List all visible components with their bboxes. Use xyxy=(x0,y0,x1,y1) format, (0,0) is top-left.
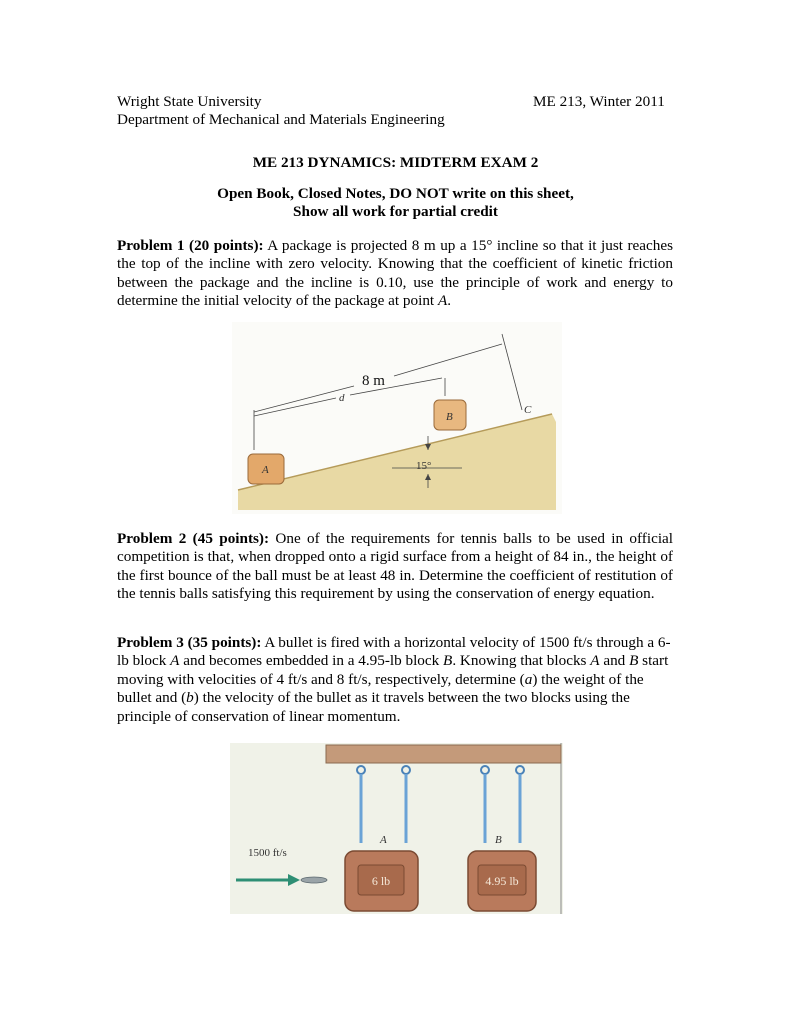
problem-3-block-b: B xyxy=(443,652,453,670)
problem-3 xyxy=(117,634,673,726)
problem-1-end: . xyxy=(447,292,452,310)
dimension-d-label: d xyxy=(339,392,345,404)
point-c-label: C xyxy=(524,404,532,416)
problem-3-text-5: start moving with velocities of 4 ft/s and 8 ft/s, respectively, determine ( xyxy=(117,652,669,688)
velocity-label: 1500 ft/s xyxy=(248,847,287,859)
department-name: Department of Mechanical and Materials Engineering xyxy=(117,111,445,129)
bullet xyxy=(301,877,327,883)
problem-3-text-1: A bullet is fired with a horizontal velocity of 1500 ft/s through a 6-lb block xyxy=(117,634,671,670)
exam-title: ME 213 DYNAMICS: MIDTERM EXAM 2 xyxy=(252,154,539,171)
problem-2-label: Problem 2 (45 points): xyxy=(117,530,270,547)
problem-2 xyxy=(117,530,673,604)
exam-instructions xyxy=(0,185,791,222)
problem-3-text-4: and xyxy=(599,652,630,670)
problem-1-label: Problem 1 (20 points): xyxy=(117,237,264,254)
problem-3-text-3: . Knowing that blocks xyxy=(452,652,591,670)
problem-1-text: A package is projected 8 m up a 15° incline so that it just reaches the top of the incline with zero velocity. Knowing that the coefficient of kinetic friction between the package and the incline is 0.10, use the principle of work and energy to determine the initial velocity of the package at point xyxy=(117,237,673,310)
problem-3-text-7: ) the velocity of the bullet as it travels between the two blocks using the principle of conservation of linear momentum. xyxy=(117,689,630,725)
incline-figure xyxy=(232,322,562,514)
block-b-weight: 4.95 lb xyxy=(485,874,519,888)
problem-3-part-a: a xyxy=(524,670,533,688)
problem-2-text: One of the requirements for tennis balls to be used in official competition is that, when dropped onto a rigid surface from a height of 84 in., the height of the first bounce of the ball must be at least 48 in. Determine the coefficient of restitution of the tennis balls satisfying this requirement by using the conservation of energy equation. xyxy=(117,530,673,603)
package-a-label: A xyxy=(262,464,269,476)
ceiling-beam xyxy=(326,745,561,763)
problem-3-block-a-2: A xyxy=(590,652,600,670)
block-a-label: A xyxy=(380,834,387,846)
problem-1 xyxy=(117,237,673,311)
problem-3-block-a: A xyxy=(170,652,180,670)
problem-3-part-b: b xyxy=(186,689,194,707)
header-left xyxy=(117,93,445,130)
package-b-label: B xyxy=(446,411,453,423)
block-b-label: B xyxy=(495,834,502,846)
problem-3-block-b-2: B xyxy=(629,652,639,670)
problem-3-text-6: ) the weight of the bullet and ( xyxy=(117,670,644,707)
block-a-weight: 6 lb xyxy=(371,874,391,888)
university-name: Wright State University xyxy=(117,93,262,110)
instructions-line-2: Show all work for partial credit xyxy=(293,203,498,221)
instructions-line-1: Open Book, Closed Notes, DO NOT write on this sheet, xyxy=(217,185,574,202)
angle-label: 15° xyxy=(416,460,432,472)
pendulum-blocks-figure xyxy=(230,743,563,914)
distance-label: 8 m xyxy=(362,373,385,389)
problem-3-label: Problem 3 (35 points): xyxy=(117,634,262,651)
problem-3-text-2: and becomes embedded in a 4.95-lb block xyxy=(179,652,444,670)
problem-1-point: A xyxy=(437,292,448,310)
course-label: ME 213, Winter 2011 xyxy=(533,93,665,110)
